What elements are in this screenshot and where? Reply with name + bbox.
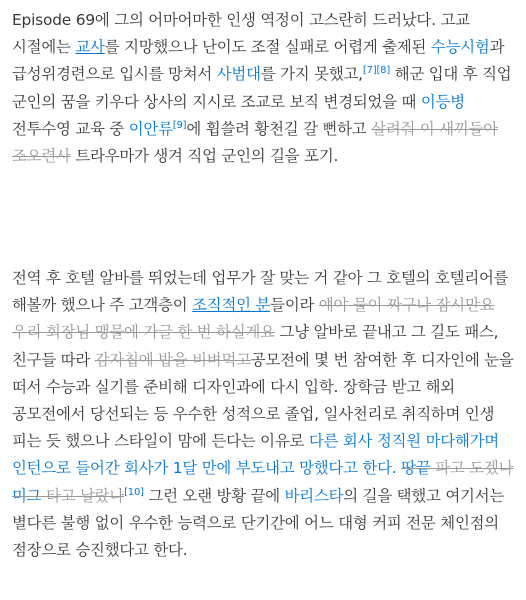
text-segment: 전역 후 호텔 알바를 뛰었는데 업무가 잘 맞는 거 같아 그 호텔의 호텔리어를 해볼까 했으나 주 고객층이 [12,269,509,315]
link-teachers-college[interactable]: 사범대 [216,65,261,84]
text-segment: 그런 오랜 방황 끝에 [143,486,285,505]
link-suneung-exam[interactable]: 수능시험 [430,38,490,57]
strikethrough-joke: 감자칩에 밥을 비벼먹고 [94,350,251,369]
link-teacher[interactable]: 교사 [75,38,105,57]
footnote-10 [124,487,144,498]
footnote-7 [363,65,377,76]
text-segment: 들이라 [270,296,319,315]
paragraph-education-military [12,7,518,170]
text-segment: 트라우마가 생겨 직업 군인의 길을 포기. [70,147,339,166]
link-private[interactable]: 이등병 [420,92,465,111]
text-segment: 에 휩쓸려 황천길 갈 뻔하고 [186,119,372,138]
link-ttangkkeut[interactable]: 땅끝 [401,459,431,478]
footnote-7-link[interactable]: [7] [362,65,377,77]
link-rip-current[interactable]: 이안류 [128,119,173,138]
link-organized-people[interactable]: 조직적인 분 [192,296,271,315]
footnote-8-link[interactable]: [8] [376,65,391,77]
text-segment: 공모전에 몇 번 참여한 후 디자인에 눈을 떠서 수능과 실기를 준비해 디자인과에 다시 입학. 장학금 받고 해외 공모전에서 당선되는 등 우수한 성적으로 졸업, 일사천리로 취직하며 인생 피는 듯 했으나 스타일이 맘에 든다는 이유로 [12,350,514,451]
link-mig[interactable]: 미그 [12,486,42,505]
text-segment: 를 지망했으나 난이도 조절 실패로 어렵게 출제된 [104,38,431,57]
text-segment: 타고 날랐나 [41,486,125,505]
text-segment: 해군 입대 후 직업 군인의 꿈을 키우다 상사의 지시로 조교로 보직 변경되었을 때 [12,65,512,111]
footnote-10-link[interactable]: [10] [124,486,144,498]
text-segment: Episode 69에 그의 어마어마한 인생 역정이 고스란히 드러났다. 고교 시절에는 [12,11,470,57]
footnote-8 [376,65,390,76]
footnote-9-link[interactable]: [9] [172,119,187,131]
text-segment: 의 길을 택했고 여기서는 별다른 불행 없이 우수한 능력으로 단기간에 어느 대형 커피 전문 체인점의 점장으로 승진했다고 한다. [12,486,505,560]
paragraph-career [12,265,518,564]
footnote-9 [173,120,187,131]
text-segment: 전투수영 교육 중 [12,119,129,138]
text-segment: 그냥 알바로 끝내고 그 길도 패스, 친구들 따라 [12,323,499,369]
strikethrough-joke: 얘야 물이 짜구나 잠시만요 우리 회장님 맹물에 가글 한 번 하실게요 [12,296,495,342]
text-segment: 파고 도겠나 [430,459,514,478]
strikethrough-joke: 살려줘 이 새끼들아 조오련사 [12,119,498,166]
link-barista[interactable]: 바리스타 [284,486,344,505]
text-segment: 를 가지 못했고, [260,65,363,84]
text-segment: 과 급성위경련으로 입시를 망쳐서 [12,38,505,84]
link-intern-company-bankrupt[interactable]: 다른 회사 정직원 마다해가며 인턴으로 들어간 회사가 1달 만에 부도내고 망했다고 한다. [12,432,499,478]
